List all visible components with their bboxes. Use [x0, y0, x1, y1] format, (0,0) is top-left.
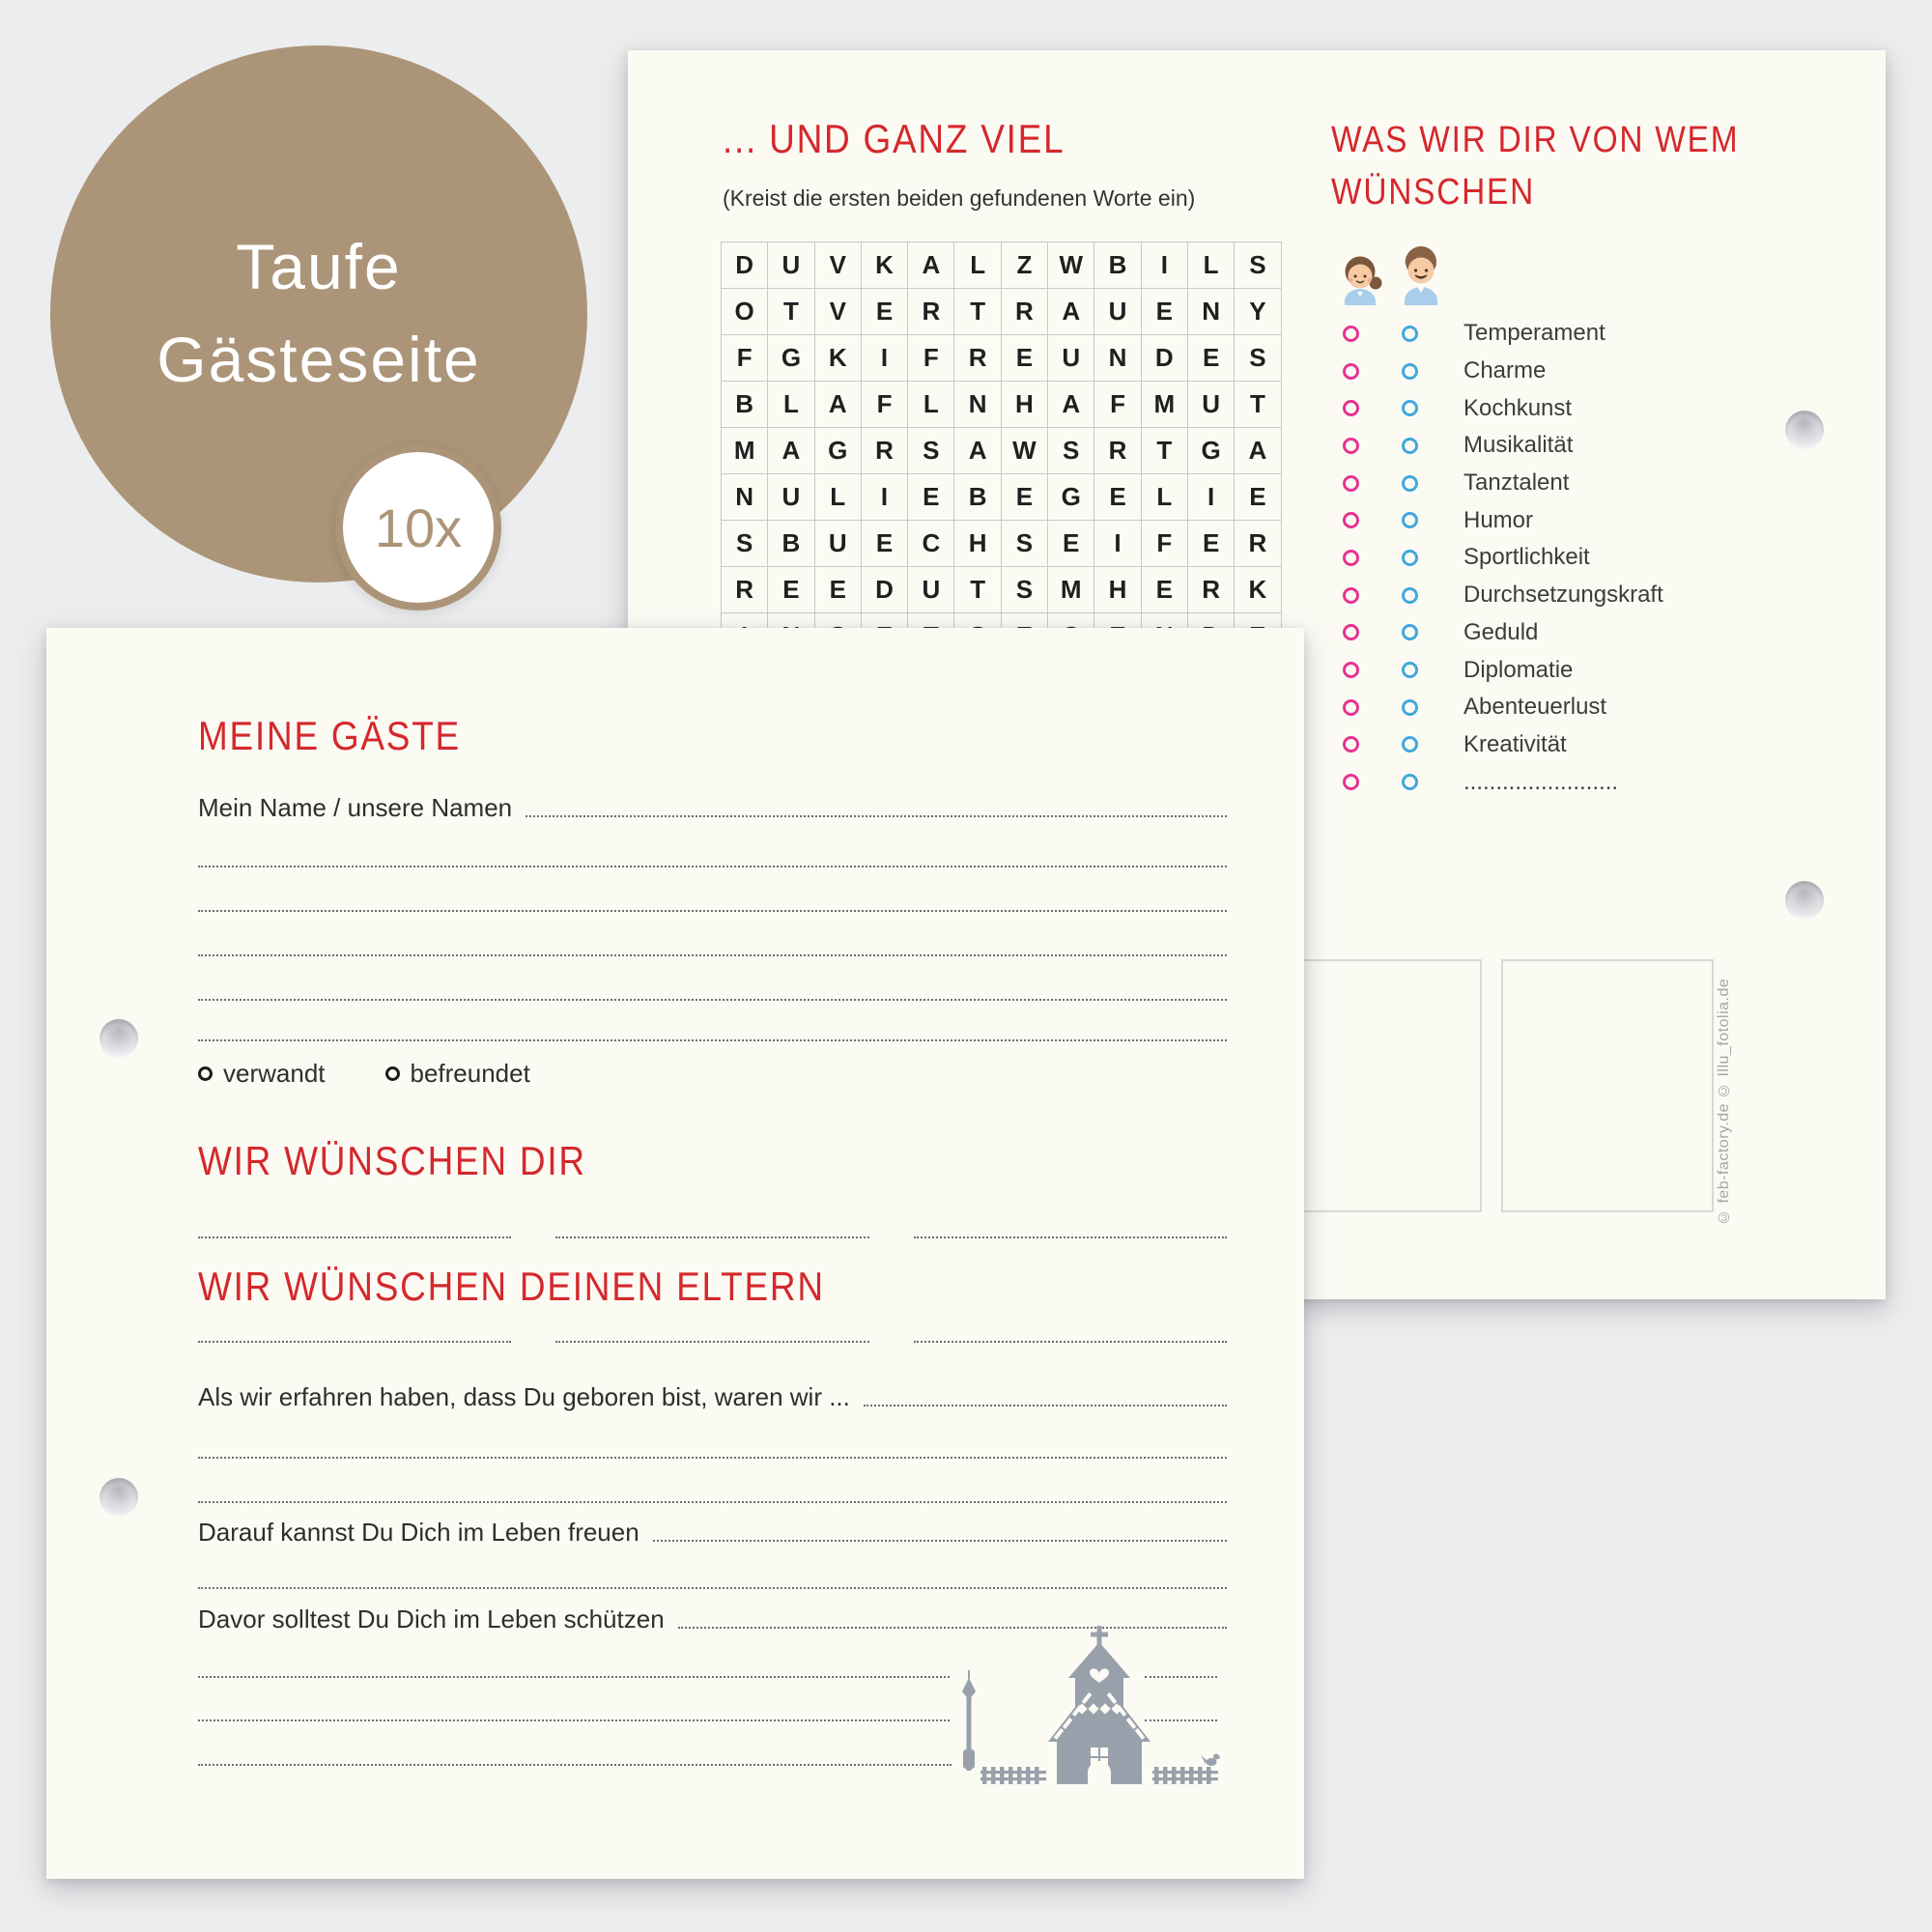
punch-hole — [99, 1019, 138, 1058]
trait-row — [1343, 763, 1663, 801]
wish-you-write-lines — [198, 1236, 1227, 1238]
wish-parents-heading: WIR WÜNSCHEN DEINEN ELTERN — [198, 1264, 825, 1309]
trait-label: Geduld — [1463, 618, 1539, 645]
trait-row — [1343, 427, 1663, 465]
wordsearch-cell: S — [1235, 242, 1281, 289]
quantity-label: 10x — [374, 497, 463, 558]
wordsearch-cell: C — [908, 521, 954, 567]
born-prompt-row — [198, 1374, 1227, 1412]
wordsearch-cell: R — [954, 335, 1001, 382]
wishes-heading-line1: WAS WIR DIR VON WEM — [1331, 120, 1740, 160]
mother-choice-circle — [1343, 363, 1359, 380]
wordsearch-cell: R — [722, 567, 768, 613]
wordsearch-cell: R — [908, 289, 954, 335]
wordsearch-cell: Z — [1002, 242, 1048, 289]
wordsearch-cell: S — [1002, 521, 1048, 567]
wordsearch-cell: E — [862, 521, 908, 567]
quantity-badge — [335, 444, 501, 611]
trait-label: Abenteuerlust — [1463, 694, 1607, 721]
trait-label: ........................ — [1463, 768, 1619, 795]
trait-label: Kreativität — [1463, 730, 1567, 757]
mother-choice-circle — [1343, 475, 1359, 492]
write-line — [198, 1501, 1227, 1503]
father-choice-circle — [1402, 400, 1418, 416]
wordsearch-cell: A — [908, 242, 954, 289]
badge-title-line1: Taufe — [236, 231, 402, 303]
wordsearch-cell: E — [1188, 335, 1235, 382]
born-prompt-label: Als wir erfahren haben, dass Du geboren bist, waren wir ... — [198, 1382, 850, 1412]
wordsearch-cell: E — [1188, 521, 1235, 567]
trait-row — [1343, 465, 1663, 502]
wordsearch-cell: S — [1048, 428, 1094, 474]
wordsearch-cell: F — [862, 382, 908, 428]
radio-circle-icon — [385, 1066, 400, 1081]
protect-prompt-label: Davor solltest Du Dich im Leben schützen — [198, 1605, 665, 1634]
wish-parents-write-lines — [198, 1341, 1227, 1343]
wordsearch-cell: I — [1094, 521, 1141, 567]
write-line — [198, 999, 1227, 1001]
photo-placeholder-box — [1501, 959, 1714, 1212]
punch-hole — [1785, 411, 1824, 449]
mother-choice-circle — [1343, 438, 1359, 454]
wishes-heading-line2: WÜNSCHEN — [1331, 172, 1536, 213]
wordsearch-cell: T — [954, 567, 1001, 613]
wordsearch-cell: M — [722, 428, 768, 474]
wordsearch-cell: L — [1142, 474, 1188, 521]
wordsearch-cell: R — [1235, 521, 1281, 567]
wordsearch-cell: U — [1094, 289, 1141, 335]
wordsearch-heading: ... UND GANZ VIEL — [723, 116, 1065, 161]
wish-you-heading: WIR WÜNSCHEN DIR — [198, 1138, 586, 1183]
wordsearch-cell: E — [815, 567, 862, 613]
wordsearch-cell: L — [908, 382, 954, 428]
wordsearch-cell: N — [954, 382, 1001, 428]
relation-options — [198, 1059, 590, 1088]
wordsearch-cell: A — [1048, 382, 1094, 428]
wordsearch-cell: R — [1094, 428, 1141, 474]
wordsearch-cell: I — [862, 335, 908, 382]
joy-prompt-label: Darauf kannst Du Dich im Leben freuen — [198, 1518, 639, 1548]
relation-option-verwandt — [198, 1059, 326, 1089]
father-choice-circle — [1402, 550, 1418, 566]
write-line — [198, 1676, 950, 1678]
wordsearch-cell: I — [1188, 474, 1235, 521]
wordsearch-cell: D — [1142, 335, 1188, 382]
wordsearch-cell: S — [1002, 567, 1048, 613]
write-line — [914, 1341, 1227, 1343]
wordsearch-cell: E — [862, 289, 908, 335]
trait-label: Tanztalent — [1463, 469, 1570, 497]
wordsearch-cell: H — [1094, 567, 1141, 613]
trait-row — [1343, 539, 1663, 577]
trait-row — [1343, 501, 1663, 539]
trait-row — [1343, 389, 1663, 427]
wordsearch-cell: M — [1142, 382, 1188, 428]
punch-hole — [1785, 881, 1824, 920]
write-line — [198, 1587, 1227, 1589]
wordsearch-cell: F — [1094, 382, 1141, 428]
mother-choice-circle — [1343, 550, 1359, 566]
wordsearch-cell: U — [768, 474, 814, 521]
trait-row — [1343, 315, 1663, 353]
badge-title-line2: Gästeseite — [156, 324, 481, 395]
trait-row — [1343, 614, 1663, 652]
copyright-credit: © feb-factory.de © Illu_fotolia.de — [1716, 978, 1732, 1225]
wordsearch-instruction: (Kreist die ersten beiden gefundenen Worte ein) — [723, 185, 1196, 211]
wordsearch-cell: A — [954, 428, 1001, 474]
wordsearch-cell: L — [768, 382, 814, 428]
wordsearch-cell: I — [862, 474, 908, 521]
trait-label: Charme — [1463, 357, 1547, 384]
mother-choice-circle — [1343, 662, 1359, 678]
wordsearch-cell: G — [1188, 428, 1235, 474]
wordsearch-cell: E — [1094, 474, 1141, 521]
name-field-row — [198, 784, 1227, 823]
mother-choice-circle — [1343, 774, 1359, 790]
wordsearch-cell: E — [1002, 474, 1048, 521]
wordsearch-cell: K — [1235, 567, 1281, 613]
write-line — [198, 954, 1227, 956]
relation-option-befreundet — [385, 1059, 530, 1089]
wordsearch-cell: V — [815, 242, 862, 289]
wordsearch-cell: S — [1235, 335, 1281, 382]
write-line — [198, 1719, 950, 1721]
man-avatar-icon — [1394, 243, 1448, 305]
trait-row — [1343, 651, 1663, 689]
wordsearch-cell: E — [1142, 567, 1188, 613]
wordsearch-cell: B — [1094, 242, 1141, 289]
write-line — [198, 910, 1227, 912]
name-label: Mein Name / unsere Namen — [198, 793, 513, 823]
mother-choice-circle — [1343, 699, 1359, 716]
wordsearch-cell: D — [862, 567, 908, 613]
wordsearch-cell: A — [815, 382, 862, 428]
wordsearch-cell: T — [768, 289, 814, 335]
wordsearch-cell: G — [768, 335, 814, 382]
wordsearch-cell: G — [1048, 474, 1094, 521]
wordsearch-cell: E — [768, 567, 814, 613]
wordsearch-cell: E — [908, 474, 954, 521]
wordsearch-cell: T — [1235, 382, 1281, 428]
father-choice-circle — [1402, 475, 1418, 492]
wordsearch-cell: T — [954, 289, 1001, 335]
wordsearch-cell: L — [1188, 242, 1235, 289]
wordsearch-cell: B — [768, 521, 814, 567]
father-choice-circle — [1402, 774, 1418, 790]
wordsearch-cell: S — [908, 428, 954, 474]
wordsearch-cell: R — [862, 428, 908, 474]
father-choice-circle — [1402, 662, 1418, 678]
wordsearch-cell: Y — [1235, 289, 1281, 335]
wordsearch-cell: A — [1235, 428, 1281, 474]
wordsearch-cell: B — [722, 382, 768, 428]
wordsearch-cell: A — [768, 428, 814, 474]
wordsearch-cell: U — [908, 567, 954, 613]
write-line — [198, 1341, 511, 1343]
write-line — [555, 1236, 868, 1238]
wordsearch-cell: E — [1142, 289, 1188, 335]
wordsearch-cell: E — [1235, 474, 1281, 521]
radio-circle-icon — [198, 1066, 213, 1081]
trait-label: Kochkunst — [1463, 394, 1573, 421]
wordsearch-cell: O — [722, 289, 768, 335]
write-line — [864, 1405, 1227, 1406]
mother-choice-circle — [1343, 624, 1359, 640]
father-choice-circle — [1402, 438, 1418, 454]
wordsearch-cell: M — [1048, 567, 1094, 613]
mother-choice-circle — [1343, 326, 1359, 342]
woman-avatar-icon — [1336, 251, 1384, 305]
write-line — [198, 1039, 1227, 1041]
trait-label: Durchsetzungskraft — [1463, 582, 1663, 609]
wordsearch-cell: D — [722, 242, 768, 289]
write-line — [555, 1341, 868, 1343]
wordsearch-cell: U — [1188, 382, 1235, 428]
name-write-line — [526, 815, 1227, 817]
wordsearch-cell: F — [722, 335, 768, 382]
father-choice-circle — [1402, 624, 1418, 640]
wordsearch-cell: L — [815, 474, 862, 521]
wordsearch-cell: R — [1188, 567, 1235, 613]
product-badge — [50, 45, 587, 582]
trait-row — [1343, 353, 1663, 390]
trait-label: Sportlichkeit — [1463, 544, 1590, 571]
wordsearch-grid — [721, 242, 1282, 660]
father-choice-circle — [1402, 512, 1418, 528]
wordsearch-cell: H — [1002, 382, 1048, 428]
mother-choice-circle — [1343, 400, 1359, 416]
wordsearch-cell: V — [815, 289, 862, 335]
mother-choice-circle — [1343, 512, 1359, 528]
wordsearch-cell: R — [1002, 289, 1048, 335]
trait-row — [1343, 689, 1663, 726]
joy-prompt-row — [198, 1509, 1227, 1548]
write-line — [198, 1457, 1227, 1459]
trait-label: Temperament — [1463, 320, 1605, 347]
wordsearch-cell: F — [1142, 521, 1188, 567]
wordsearch-cell: L — [954, 242, 1001, 289]
guests-heading: MEINE GÄSTE — [198, 713, 461, 758]
wordsearch-cell: U — [1048, 335, 1094, 382]
father-choice-circle — [1402, 699, 1418, 716]
write-line — [198, 1764, 952, 1766]
wordsearch-cell: H — [954, 521, 1001, 567]
write-line — [914, 1236, 1227, 1238]
relation-label: befreundet — [410, 1058, 530, 1088]
traits-list — [1343, 315, 1663, 801]
wordsearch-cell: N — [1094, 335, 1141, 382]
father-choice-circle — [1402, 326, 1418, 342]
wordsearch-cell: E — [1002, 335, 1048, 382]
wordsearch-cell: W — [1048, 242, 1094, 289]
wordsearch-cell: F — [908, 335, 954, 382]
father-choice-circle — [1402, 363, 1418, 380]
wishes-heading — [1331, 114, 1739, 218]
relation-label: verwandt — [223, 1058, 326, 1088]
punch-hole — [99, 1478, 138, 1517]
parents-avatars — [1336, 243, 1448, 305]
trait-row — [1343, 577, 1663, 614]
write-line — [198, 1236, 511, 1238]
father-choice-circle — [1402, 736, 1418, 753]
mother-choice-circle — [1343, 587, 1359, 604]
trait-label: Musikalität — [1463, 432, 1574, 459]
write-line — [653, 1540, 1227, 1542]
wordsearch-cell: B — [954, 474, 1001, 521]
wordsearch-cell: N — [1188, 289, 1235, 335]
father-choice-circle — [1402, 587, 1418, 604]
wordsearch-cell: U — [815, 521, 862, 567]
wordsearch-cell: G — [815, 428, 862, 474]
trait-label: Diplomatie — [1463, 656, 1574, 683]
trait-row — [1343, 726, 1663, 764]
wordsearch-cell: T — [1142, 428, 1188, 474]
church-illustration — [959, 1626, 1220, 1795]
wordsearch-cell: I — [1142, 242, 1188, 289]
trait-label: Humor — [1463, 506, 1534, 533]
wordsearch-cell: K — [815, 335, 862, 382]
wordsearch-cell: W — [1002, 428, 1048, 474]
wordsearch-cell: S — [722, 521, 768, 567]
write-line — [198, 866, 1227, 867]
wordsearch-cell: N — [722, 474, 768, 521]
front-sheet — [46, 628, 1304, 1879]
wordsearch-cell: A — [1048, 289, 1094, 335]
mother-choice-circle — [1343, 736, 1359, 753]
wordsearch-cell: U — [768, 242, 814, 289]
wordsearch-cell: K — [862, 242, 908, 289]
wordsearch-cell: E — [1048, 521, 1094, 567]
